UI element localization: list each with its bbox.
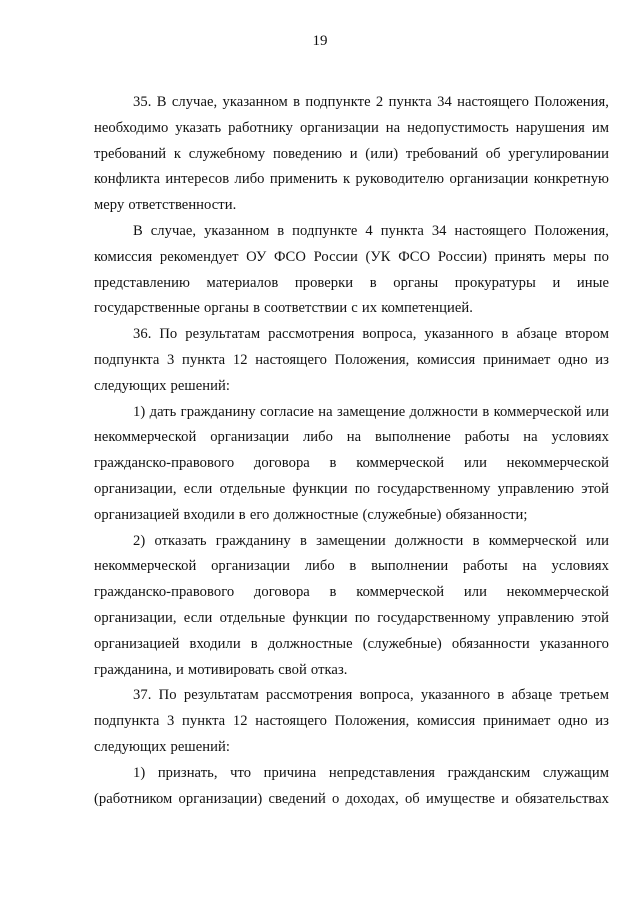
paragraph-36-item-1: 1) дать гражданину согласие на замещение должности в коммерческой или некоммерческой организации либо на выполнение работы на условиях гражданско-правового договора в коммерческой или некоммерческой организации, если отдельные функции по государственному управлению этой организацией входили в его должностные (служебные) обязанности; [94, 403, 609, 523]
page-number: 19 [312, 33, 328, 49]
paragraph-36-item-2: 2) отказать гражданину в замещении должности в коммерческой или некоммерческой организации либо в выполнении работы на условиях гражданско-правового договора в коммерческой или некоммерческой организации, если отдельные функции по государственному управлению этой организацией входили в должностные (служебные) обязанности указанного гражданина, и мотивировать свой отказ. [94, 532, 609, 678]
paragraph-36: 36. По результатам рассмотрения вопроса, указанного в абзаце втором подпункта 3 пункта 12 настоящего Положения, комиссия принимает одно из следующих решений: [94, 326, 609, 394]
paragraph-35: 35. В случае, указанном в подпункте 2 пункта 34 настоящего Положения, необходимо указать работнику организации на недопустимость нарушения им требований к служебному поведению и (или) требований об урегулировании конфликта интересов либо применить к руководителю организации конкретную меру ответственности. [94, 94, 609, 214]
paragraph-37-item-1: 1) признать, что причина непредставления гражданским служащим (работником организации) сведений о доходах, об имуществе и обязательствах [94, 764, 609, 807]
paragraph-37: 37. По результатам рассмотрения вопроса, указанного в абзаце третьем подпункта 3 пункта 12 настоящего Положения, комиссия принимает одно из следующих решений: [94, 687, 609, 755]
paragraph-35-part-2: В случае, указанном в подпункте 4 пункта 34 настоящего Положения, комиссия рекомендует ОУ ФСО России (УК ФСО России) принять меры по представлению материалов проверки в органы прокуратуры и иные государственные органы в соответствии с их компетенцией. [94, 222, 609, 317]
document-body [94, 90, 609, 812]
